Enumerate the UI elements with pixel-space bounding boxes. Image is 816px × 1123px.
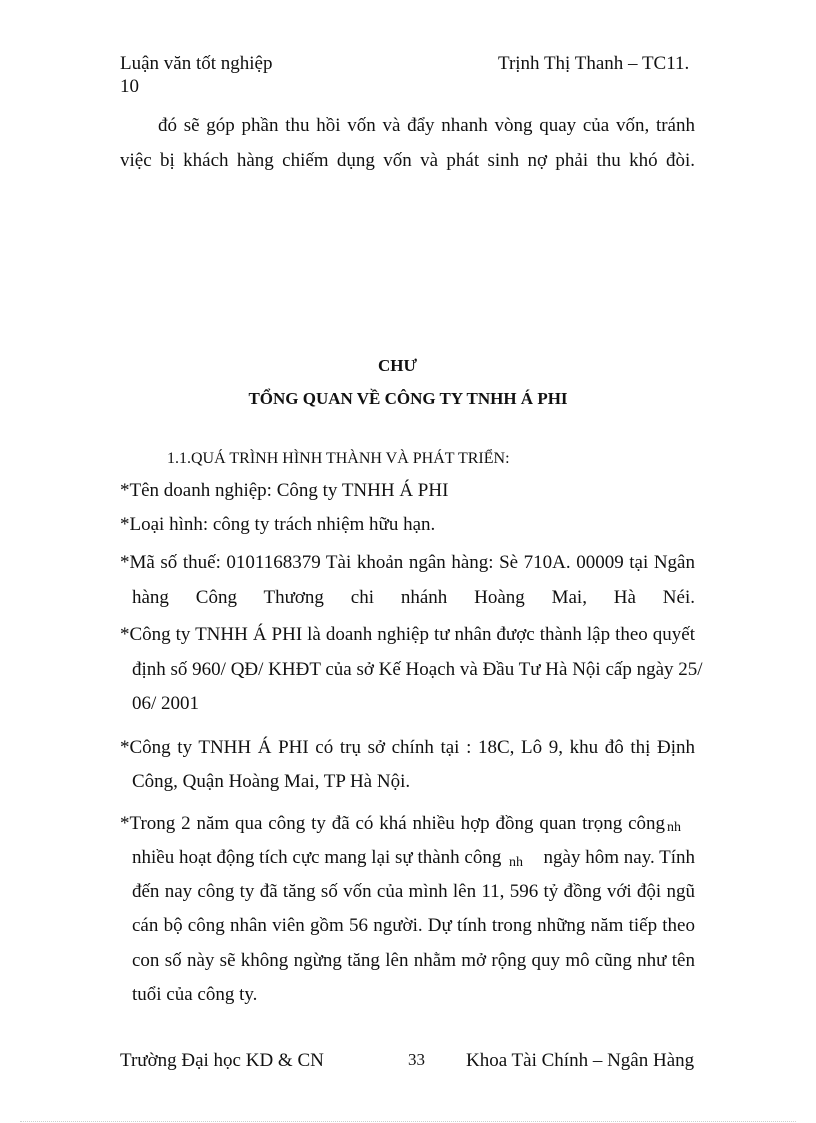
chapter-title: TỔNG QUAN VỀ CÔNG TY TNHH Á PHI [248, 389, 568, 408]
footer-left: Trường Đại học KD & CN [120, 1050, 324, 1071]
company-name-line: *Tên doanh nghiệp: Công ty TNHH Á PHI [120, 480, 449, 501]
intro-line-2: việc bị khách hàng chiếm dụng vốn và phát sinh nợ phải thu khó đòi. [120, 150, 695, 171]
chapter-label: CHƯ [378, 356, 418, 375]
development-line-6: tuổi của công ty. [132, 984, 258, 1005]
development-line-1: *Trong 2 năm qua công ty đã có khá nhiều hợp đồng quan trọng công [120, 813, 665, 834]
tax-line-1: *Mã số thuế: 0101168379 Tài khoản ngân hàng: Sè 710A. 00009 tại Ngân [120, 552, 695, 573]
tax-line-2: hàng Công Thương chi nhánh Hoàng Mai, Hà Néi. [132, 587, 695, 608]
page-bottom-divider [20, 1121, 796, 1122]
headquarters-line-2: Công, Quận Hoàng Mai, TP Hà Nội. [132, 771, 411, 792]
development-line-5: con số này sẽ không ngừng tăng lên nhằm mở rộng quy mô cũng như tên [132, 950, 695, 971]
development-sub-2: nh [509, 855, 523, 870]
development-line-2a: nhiều hoạt động tích cực mang lại sự thành công [132, 847, 502, 868]
development-sub-1: nh [667, 820, 681, 835]
intro-line-1: đó sẽ góp phần thu hồi vốn và đẩy nhanh vòng quay của vốn, tránh [158, 115, 695, 136]
establishment-line-1: *Công ty TNHH Á PHI là doanh nghiệp tư nhân được thành lập theo quyết [120, 624, 695, 645]
establishment-line-2: định số 960/ QĐ/ KHĐT của sở Kế Hoạch và Đầu Tư Hà Nội cấp ngày 25/ [132, 659, 703, 680]
section-heading: 1.1.QUÁ TRÌNH HÌNH THÀNH VÀ PHÁT TRIỂN: [167, 450, 510, 467]
header-right: Trịnh Thị Thanh – TC11. [498, 53, 690, 74]
headquarters-line-1: *Công ty TNHH Á PHI có trụ sở chính tại : 18C, Lô 9, khu đô thị Định [120, 737, 695, 758]
establishment-line-3: 06/ 2001 [132, 693, 200, 714]
development-line-3: đến nay công ty đã tăng số vốn của mình lên 11, 596 tỷ đồng với đội ngũ [132, 881, 695, 902]
footer-right: Khoa Tài Chính – Ngân Hàng [466, 1050, 695, 1071]
company-type-line: *Loại hình: công ty trách nhiệm hữu hạn. [120, 514, 436, 535]
development-line-2b: ngày hôm nay. Tính [543, 847, 695, 868]
page-number: 33 [408, 1050, 425, 1069]
development-line-4: cán bộ công nhân viên gồm 56 người. Dự tính trong những năm tiếp theo [132, 915, 695, 936]
header-left: Luận văn tốt nghiệp [120, 53, 273, 74]
header-right-wrap: 10 [120, 76, 139, 97]
